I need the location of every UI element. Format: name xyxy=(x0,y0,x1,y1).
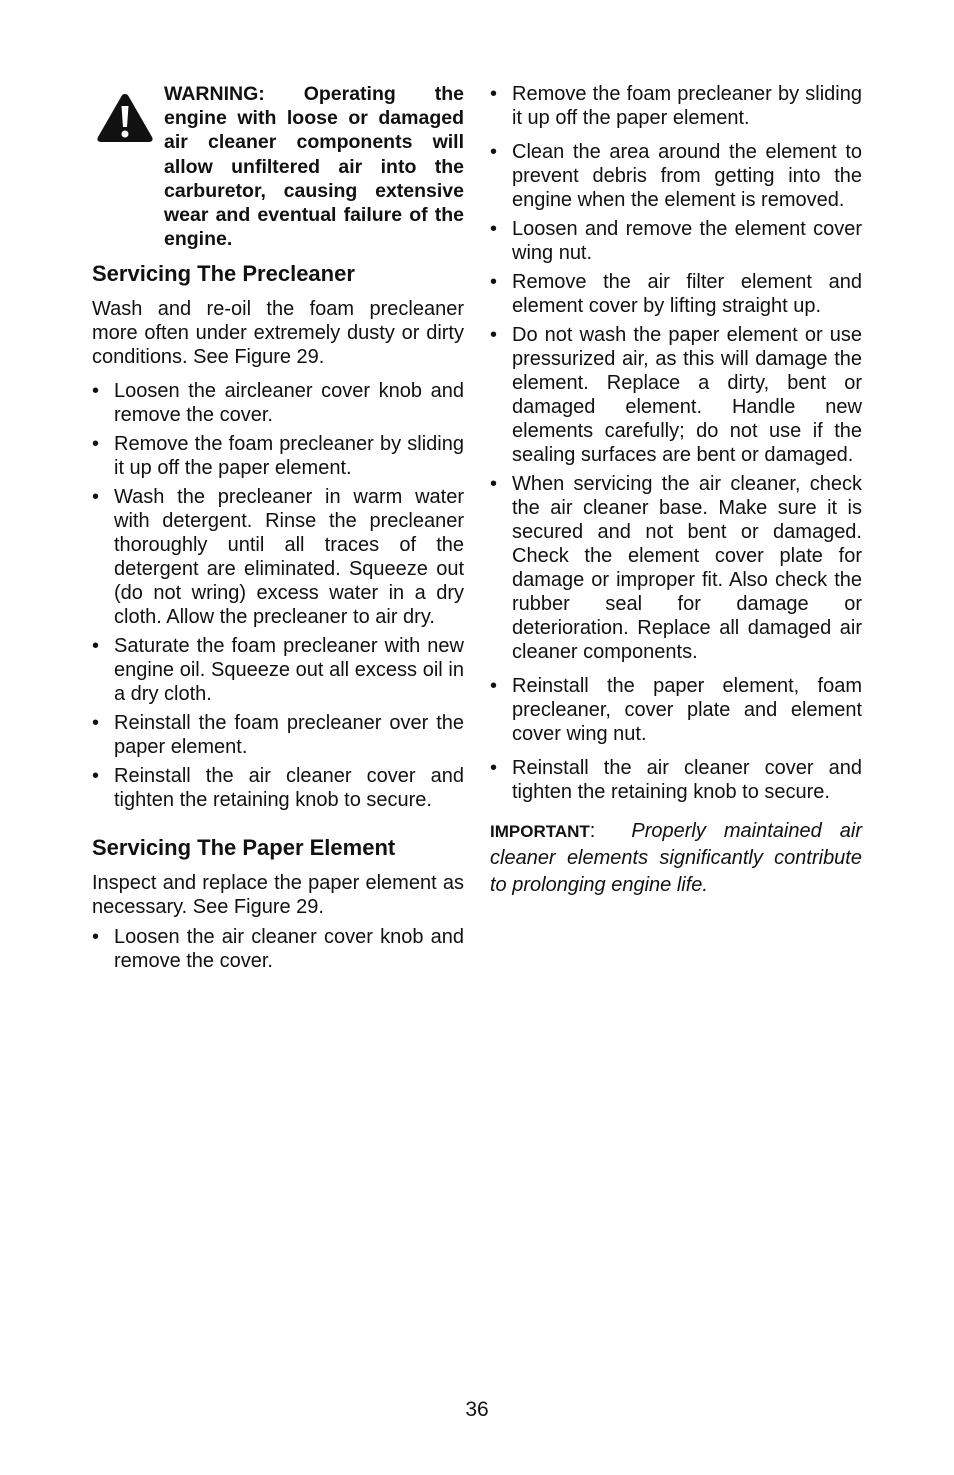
list-item: • Loosen and remove the element cover wing nut. xyxy=(490,217,862,265)
precleaner-steps xyxy=(92,379,464,812)
list-item: • Remove the foam precleaner by sliding it up off the paper element. xyxy=(92,432,464,480)
list-item: • Loosen the air cleaner cover knob and remove the cover. xyxy=(92,925,464,973)
paper-element-heading: Servicing The Paper Element xyxy=(92,835,396,861)
list-item: • When servicing the air cleaner, check the air cleaner base. Make sure it is secured and not bent or damaged. Check the element cover plate for damage or improper fit. Also check the rubber seal for damage or deterioration. Replace all damaged air cleaner components. xyxy=(490,472,862,664)
list-item: • Remove the air filter element and element cover by lifting straight up. xyxy=(490,270,862,318)
paper-element-steps-left xyxy=(92,925,464,973)
list-item: • Reinstall the paper element, foam precleaner, cover plate and element cover wing nut. xyxy=(490,674,862,746)
important-label: IMPORTANT xyxy=(490,822,590,841)
list-item: • Reinstall the air cleaner cover and tighten the retaining knob to secure. xyxy=(490,756,862,804)
list-item: • Do not wash the paper element or use pressurized air, as this will damage the element. Replace a dirty, bent or damaged element. Handle new elements carefully; do not use if the sealing surfaces are bent or damaged. xyxy=(490,323,862,467)
important-text: Properly maintained air cleaner elements significantly contribute to prolonging engine life. xyxy=(490,820,862,896)
important-note xyxy=(490,818,862,899)
list-item: • Clean the area around the element to prevent debris from getting into the engine when the element is removed. xyxy=(490,140,862,212)
precleaner-intro: Wash and re-oil the foam precleaner more often under extremely dusty or dirty conditions. See Figure 29. xyxy=(92,298,464,369)
paper-element-intro: Inspect and replace the paper element as necessary. See Figure 29. xyxy=(92,872,464,919)
paper-element-steps-right xyxy=(490,82,862,804)
list-item: • Reinstall the air cleaner cover and tighten the retaining knob to secure. xyxy=(92,764,464,812)
list-item: • Wash the precleaner in warm water with detergent. Rinse the precleaner thoroughly until all traces of the detergent are eliminated. Squeeze out (do not wring) excess water in a dry cloth. Allow the precleaner to air dry. xyxy=(92,485,464,629)
list-item: • Loosen the aircleaner cover knob and remove the cover. xyxy=(92,379,464,427)
page-number: 36 xyxy=(465,1398,489,1421)
precleaner-heading: Servicing The Precleaner xyxy=(92,261,355,287)
list-item: • Reinstall the foam precleaner over the paper element. xyxy=(92,711,464,759)
warning-triangle-icon xyxy=(96,92,154,144)
important-separator: : xyxy=(589,820,596,842)
list-item: • Remove the foam precleaner by sliding it up off the paper element. xyxy=(490,82,862,130)
left-column xyxy=(92,82,464,978)
warning-text: WARNING: Operating the engine with loose or damaged air cleaner components will allow unfiltered air into the carburetor, causing extensive wear and eventual failure of the engine. xyxy=(164,83,464,251)
list-item: • Saturate the foam precleaner with new engine oil. Squeeze out all excess oil in a dry cloth. xyxy=(92,634,464,706)
right-column xyxy=(490,82,862,899)
warning-block xyxy=(92,82,464,251)
